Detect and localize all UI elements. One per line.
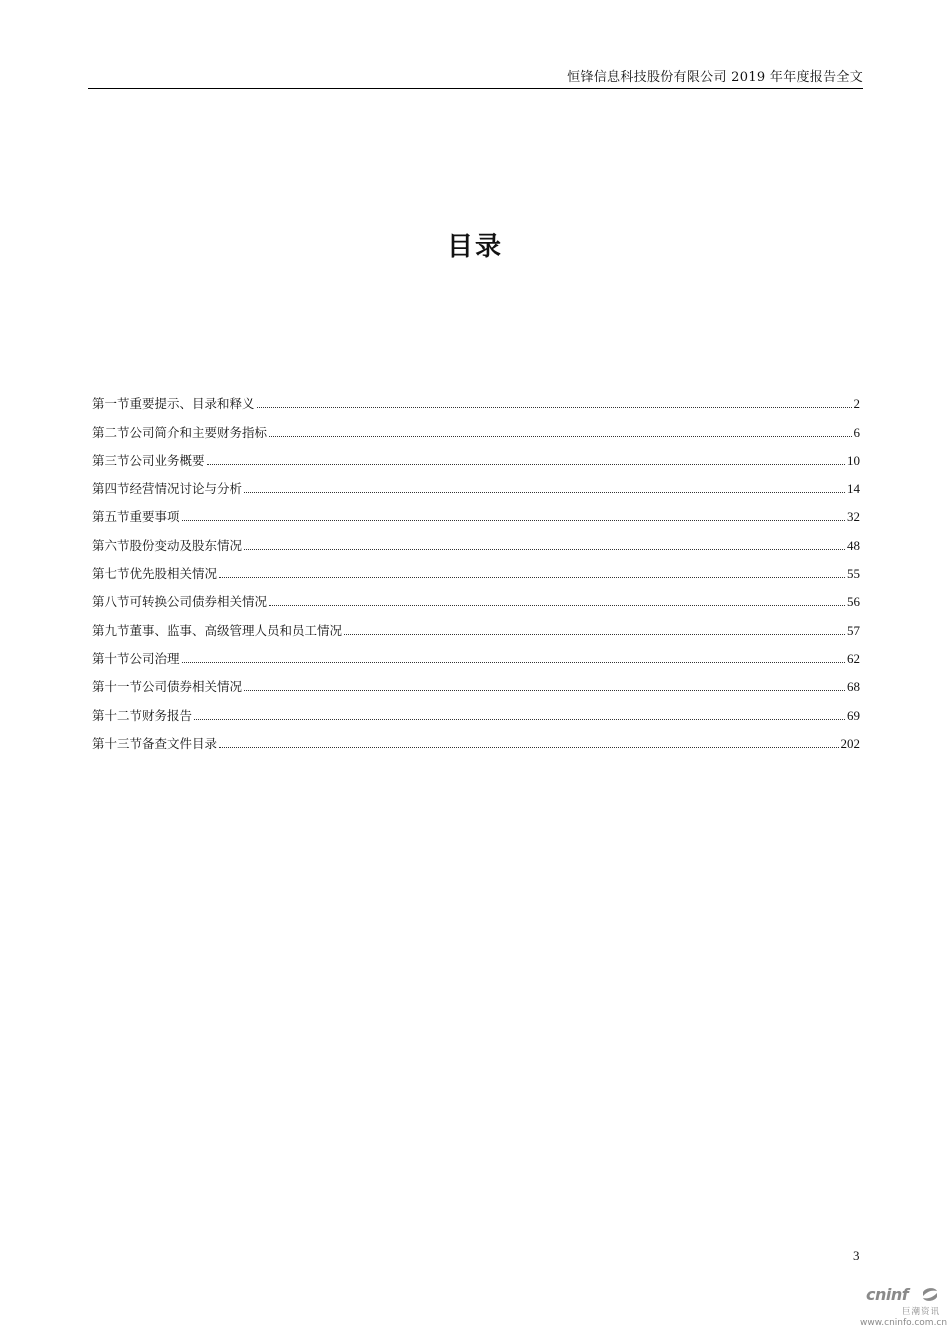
toc-entry-page: 48 xyxy=(847,537,860,553)
toc-entry-page: 10 xyxy=(847,452,860,468)
page-header xyxy=(88,64,863,89)
logo-chinese-text: 巨潮资讯 xyxy=(902,1307,941,1317)
toc-entry-page: 62 xyxy=(847,650,860,666)
logo-wordmark: cninf xyxy=(866,1285,909,1304)
toc-entry-label: 第六节股份变动及股东情况 xyxy=(92,537,243,553)
toc-entry-label: 第九节董事、监事、高级管理人员和员工情况 xyxy=(92,622,343,638)
toc-leader-dots xyxy=(219,746,838,748)
toc-entry-label: 第五节重要事项 xyxy=(92,509,180,525)
toc-entry-page: 14 xyxy=(847,481,860,497)
toc-entry[interactable] xyxy=(92,695,860,723)
toc-entry-label: 第三节公司业务概要 xyxy=(92,452,205,468)
toc-entry[interactable] xyxy=(92,469,860,497)
toc-entry[interactable] xyxy=(92,412,860,440)
toc-entry-label: 第十一节公司债券相关情况 xyxy=(92,679,243,695)
toc-entry-page: 32 xyxy=(847,509,860,525)
toc-entry-page: 57 xyxy=(847,622,860,638)
toc-entry-page: 55 xyxy=(847,566,860,582)
toc-leader-dots xyxy=(244,689,845,691)
toc-entry[interactable] xyxy=(92,554,860,582)
toc-leader-dots xyxy=(219,576,845,578)
toc-entry-label: 第四节经营情况讨论与分析 xyxy=(92,481,243,497)
toc-leader-dots xyxy=(257,406,852,408)
toc-entry-label: 第八节可转换公司债券相关情况 xyxy=(92,594,268,610)
toc-entry-page: 6 xyxy=(853,424,860,440)
toc-leader-dots xyxy=(194,718,845,720)
toc-entry[interactable] xyxy=(92,610,860,638)
table-of-contents xyxy=(92,384,860,752)
toc-leader-dots xyxy=(269,435,851,437)
toc-entry-label: 第一节重要提示、目录和释义 xyxy=(92,396,255,412)
toc-entry-page: 2 xyxy=(853,396,860,412)
toc-entry-page: 69 xyxy=(847,707,860,723)
toc-entry[interactable] xyxy=(92,582,860,610)
toc-entry[interactable] xyxy=(92,667,860,695)
logo-url: www.cninfo.com.cn xyxy=(860,1318,948,1328)
page-number: 3 xyxy=(853,1248,860,1263)
toc-leader-dots xyxy=(269,604,845,606)
toc-entry[interactable] xyxy=(92,724,860,752)
toc-leader-dots xyxy=(244,491,845,493)
header-title: 恒锋信息科技股份有限公司 2019 年年度报告全文 xyxy=(567,70,863,85)
toc-leader-dots xyxy=(182,519,845,521)
toc-entry-page: 68 xyxy=(847,679,860,695)
toc-leader-dots xyxy=(244,548,845,550)
cninfo-watermark-logo xyxy=(860,1285,948,1333)
cninfo-swirl-icon xyxy=(920,1285,940,1305)
toc-entry[interactable] xyxy=(92,639,860,667)
toc-entry[interactable] xyxy=(92,497,860,525)
toc-entry-page: 56 xyxy=(847,594,860,610)
toc-entry-page: 202 xyxy=(840,735,860,751)
toc-entry-label: 第十三节备查文件目录 xyxy=(92,735,218,751)
toc-entry-label: 第二节公司简介和主要财务指标 xyxy=(92,424,268,440)
toc-entry-label: 第七节优先股相关情况 xyxy=(92,566,218,582)
toc-leader-dots xyxy=(207,463,845,465)
page-title: 目录 xyxy=(446,232,503,262)
toc-entry[interactable] xyxy=(92,384,860,412)
toc-entry-label: 第十二节财务报告 xyxy=(92,707,193,723)
toc-leader-dots xyxy=(182,661,845,663)
toc-entry[interactable] xyxy=(92,441,860,469)
toc-entry[interactable] xyxy=(92,525,860,553)
toc-leader-dots xyxy=(344,633,845,635)
toc-entry-label: 第十节公司治理 xyxy=(92,650,180,666)
